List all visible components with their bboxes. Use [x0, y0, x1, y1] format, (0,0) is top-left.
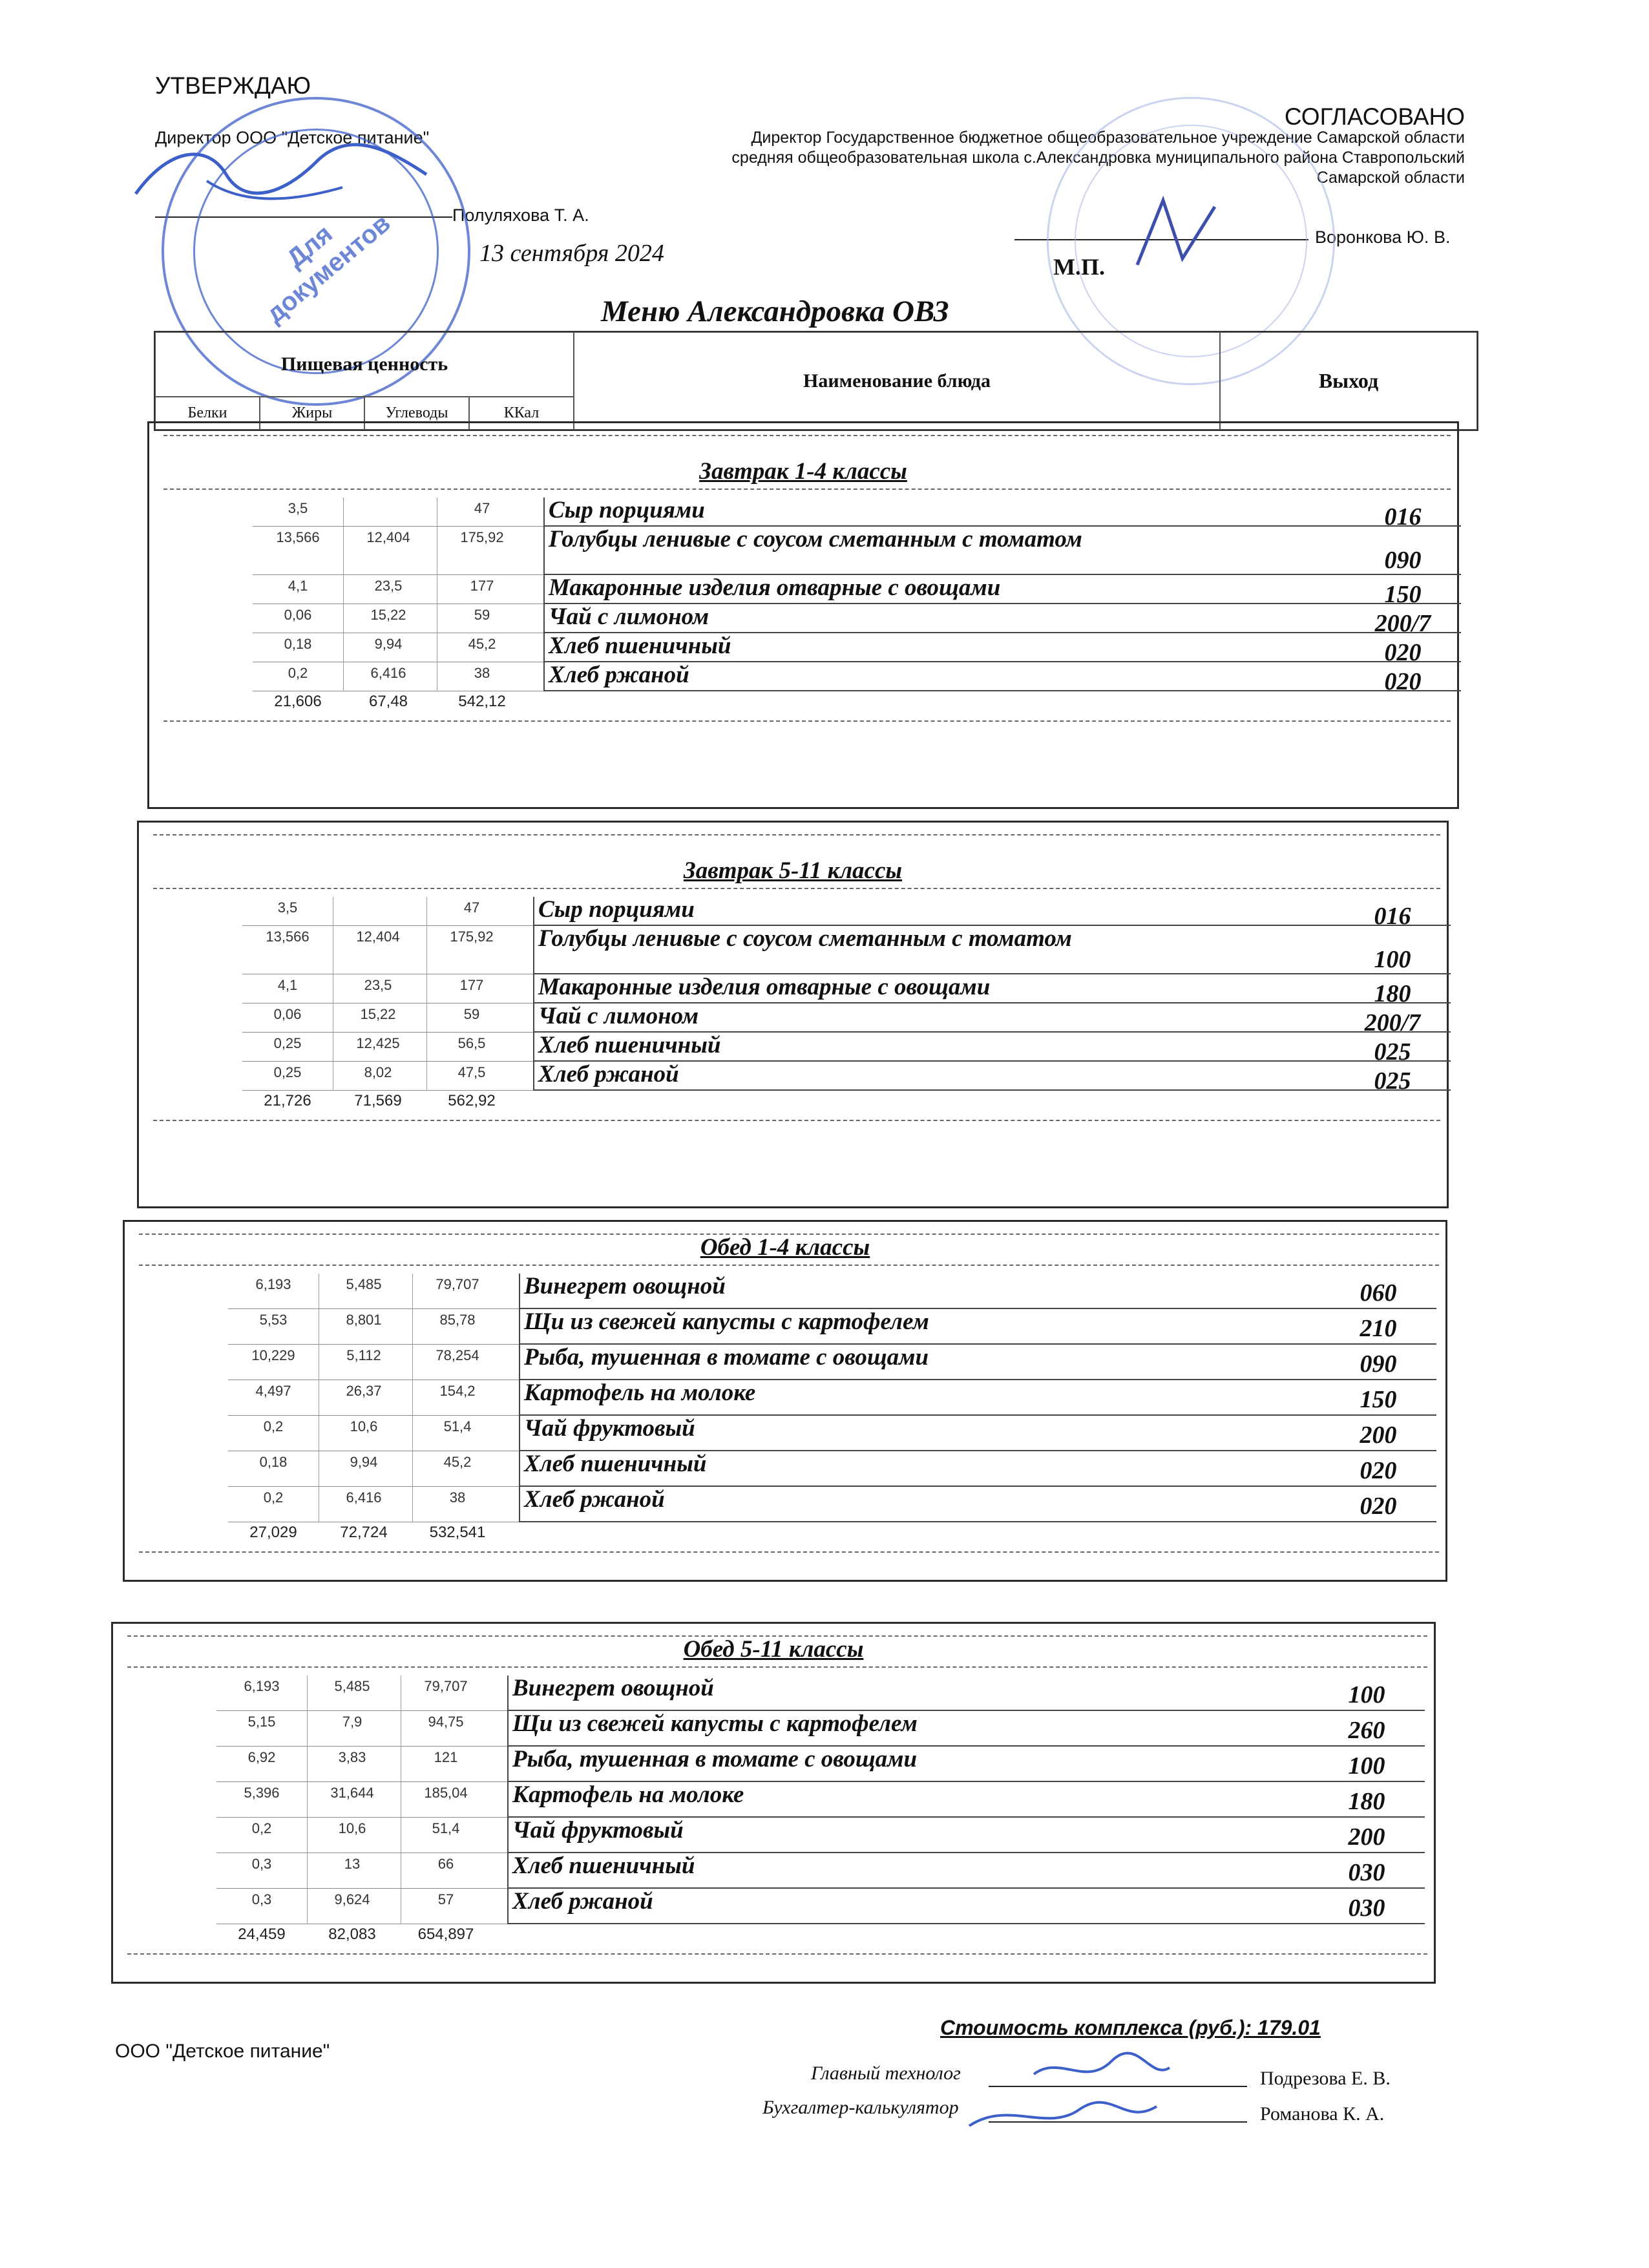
menu-row: [149, 527, 1457, 575]
protein-value: 6,193: [255, 1276, 291, 1292]
fat-value: 10,6: [338, 1820, 366, 1836]
protein-value: 0,2: [263, 1489, 284, 1506]
section-bottom-rule: [163, 720, 1451, 722]
kcal-header: ККал: [469, 397, 574, 430]
fat-value: 10,6: [350, 1418, 378, 1434]
dish-name: Макаронные изделия отварные с овощами: [533, 974, 1334, 1003]
menu-row: [113, 1818, 1434, 1853]
footer-signatures: [956, 2048, 1189, 2152]
dish-name: Рыба, тушенная в томате с овощами: [519, 1345, 1320, 1380]
cell-divider: [412, 1345, 413, 1380]
cell-divider: [307, 1818, 308, 1853]
section-title: Обед 1-4 классы: [700, 1234, 870, 1261]
dish-output: 180: [1308, 1787, 1425, 1818]
kcal-value: 175,92: [450, 929, 494, 945]
protein-value: 0,06: [284, 607, 312, 623]
kcal-value: 45,2: [468, 636, 496, 652]
total-protein: 24,459: [238, 1926, 286, 1943]
kcal-value: 94,75: [428, 1714, 464, 1730]
dish-name: Картофель на молоке: [519, 1380, 1320, 1416]
accountant-name: Романова К. А.: [1260, 2103, 1385, 2125]
section-title-rule: [139, 1265, 1439, 1266]
cell-divider: [343, 662, 344, 691]
dish-name: Хлеб ржаной: [519, 1487, 1320, 1522]
dish-name: Винегрет овощной: [507, 1675, 1308, 1711]
protein-value: 0,18: [284, 636, 312, 652]
dish-output: 020: [1320, 1456, 1436, 1487]
protein-value: 5,396: [244, 1785, 280, 1801]
fat-value: 9,624: [334, 1891, 370, 1907]
dish-name: Макаронные изделия отварные с овощами: [543, 575, 1345, 604]
protein-value: 0,25: [273, 1035, 302, 1051]
stamp-text: Для документов: [260, 209, 396, 329]
menu-title: Меню Александровка ОВЗ: [601, 295, 949, 328]
kcal-value: 85,78: [439, 1312, 476, 1328]
menu-row: [149, 662, 1457, 695]
section-title-rule: [153, 888, 1440, 889]
total-protein: 27,029: [249, 1524, 297, 1541]
menu-row: [125, 1416, 1445, 1451]
kcal-value: 185,04: [424, 1785, 468, 1801]
dish-name: Чай с лимоном: [533, 1003, 1334, 1033]
total-fat: 67,48: [368, 693, 408, 710]
protein-value: 0,2: [251, 1820, 272, 1836]
fat-value: 26,37: [346, 1383, 382, 1399]
cell-divider: [412, 1309, 413, 1345]
menu-row: [113, 1889, 1434, 1924]
dish-name: Сыр порциями: [543, 498, 1345, 527]
menu-row: [113, 1853, 1434, 1889]
cell-divider: [307, 1747, 308, 1782]
menu-row: [149, 574, 1457, 608]
cell-divider: [426, 1033, 427, 1062]
dish-name: Хлеб пшеничный: [543, 633, 1345, 662]
total-kcal: 542,12: [458, 693, 506, 710]
dish-name: Картофель на молоке: [507, 1782, 1308, 1818]
protein-value: 4,497: [255, 1383, 291, 1399]
dish-output: 016: [1345, 503, 1461, 527]
fat-value: 8,801: [346, 1312, 382, 1328]
cell-divider: [343, 575, 344, 604]
protein-value: 0,3: [251, 1891, 272, 1907]
cell-divider: [412, 1274, 413, 1309]
dish-output: 200: [1320, 1421, 1436, 1451]
dish-output: 150: [1345, 580, 1461, 604]
protein-value: 0,25: [273, 1064, 302, 1080]
protein-value: 13,566: [266, 929, 310, 945]
dish-output: 210: [1320, 1314, 1436, 1345]
menu-row: [125, 1274, 1445, 1309]
kcal-value: 79,707: [424, 1678, 468, 1694]
kcal-value: 51,4: [443, 1418, 472, 1434]
protein-value: 0,2: [263, 1418, 284, 1434]
menu-row: [125, 1345, 1445, 1380]
dish-output: 030: [1308, 1858, 1425, 1889]
dish-output: 090: [1345, 546, 1461, 575]
menu-row: [125, 1451, 1445, 1487]
menu-row: [149, 604, 1457, 637]
menu-row: [125, 1309, 1445, 1345]
fat-value: 5,485: [334, 1678, 370, 1694]
dish-name: Голубцы ленивые с соусом сметанным с томатом: [543, 527, 1345, 575]
cell-divider: [426, 897, 427, 926]
menu-row: [149, 497, 1457, 530]
company-name: ООО "Детское питание": [115, 2041, 330, 2062]
protein-value: 0,18: [259, 1454, 288, 1470]
total-protein: 21,726: [264, 1092, 311, 1109]
cell-divider: [307, 1782, 308, 1818]
protein-value: 3,5: [277, 899, 298, 916]
dish-output: 200/7: [1345, 609, 1461, 633]
fat-value: 9,94: [350, 1454, 378, 1470]
kcal-value: 177: [470, 578, 494, 594]
menu-section: [147, 421, 1459, 809]
section-dashed-rule: [163, 435, 1451, 436]
cell-divider: [426, 1003, 427, 1033]
dish-name: Хлеб пшеничный: [507, 1853, 1308, 1889]
kcal-value: 121: [434, 1749, 458, 1765]
fat-value: 15,22: [370, 607, 406, 623]
dish-name: Чай фруктовый: [507, 1818, 1308, 1853]
menu-row: [149, 633, 1457, 666]
dish-output: 260: [1308, 1716, 1425, 1747]
output-header: Выход: [1220, 332, 1477, 430]
fat-value: 5,112: [346, 1347, 381, 1363]
fat-value: 3,83: [338, 1749, 366, 1765]
technologist-role: Главный технолог: [811, 2063, 961, 2084]
dish-output: 100: [1334, 945, 1451, 974]
dish-name: Рыба, тушенная в томате с овощами: [507, 1747, 1308, 1782]
column-header: [154, 331, 1478, 431]
total-fat: 82,083: [328, 1926, 376, 1943]
protein-header: Белки: [155, 397, 260, 430]
section-dashed-rule: [153, 834, 1440, 835]
approve-label: УТВЕРЖДАЮ: [155, 72, 311, 99]
kcal-value: 47: [474, 500, 490, 516]
dish-name: Хлеб пшеничный: [519, 1451, 1320, 1487]
dish-output: 020: [1345, 638, 1461, 662]
dish-name: Хлеб пшеничный: [533, 1033, 1334, 1062]
kcal-value: 38: [474, 665, 490, 681]
fat-value: 31,644: [330, 1785, 374, 1801]
kcal-value: 79,707: [436, 1276, 479, 1292]
fat-value: 5,485: [346, 1276, 382, 1292]
cell-divider: [412, 1487, 413, 1522]
kcal-value: 47,5: [457, 1064, 486, 1080]
menu-row: [125, 1487, 1445, 1522]
cell-divider: [307, 1675, 308, 1711]
fat-value: 23,5: [374, 578, 403, 594]
total-fat: 72,724: [340, 1524, 388, 1541]
dish-output: 020: [1345, 667, 1461, 691]
menu-row: [125, 1380, 1445, 1416]
total-kcal: 654,897: [417, 1926, 474, 1943]
dish-name: Сыр порциями: [533, 897, 1334, 926]
kcal-value: 38: [449, 1489, 466, 1506]
dish-name: Винегрет овощной: [519, 1274, 1320, 1309]
fat-value: 12,404: [356, 929, 400, 945]
dish-output: 200/7: [1334, 1009, 1451, 1033]
kcal-value: 154,2: [439, 1383, 476, 1399]
protein-value: 13,566: [276, 529, 320, 545]
menu-row: [139, 974, 1447, 1007]
total-protein: 21,606: [274, 693, 322, 710]
accountant-role: Бухгалтер-калькулятор: [762, 2097, 959, 2118]
cell-divider: [307, 1711, 308, 1747]
menu-row: [139, 1003, 1447, 1036]
cost-line: Стоимость комплекса (руб.): 179.01: [940, 2016, 1321, 2039]
cell-divider: [412, 1380, 413, 1416]
dish-header: Наименование блюда: [574, 332, 1220, 430]
menu-row: [139, 896, 1447, 930]
fat-value: 13: [344, 1856, 361, 1872]
cell-divider: [412, 1451, 413, 1487]
fat-value: 9,94: [374, 636, 403, 652]
fat-value: 23,5: [364, 977, 392, 993]
technologist-name: Подрезова Е. В.: [1260, 2068, 1391, 2089]
menu-section: [123, 1220, 1447, 1582]
section-title: Завтрак 1-4 классы: [699, 458, 907, 485]
dish-name: Щи из свежей капусты с картофелем: [507, 1711, 1308, 1747]
approval-date: 13 сентября 2024: [479, 240, 664, 267]
dish-name: Хлеб ржаной: [533, 1062, 1334, 1091]
section-bottom-rule: [139, 1551, 1439, 1553]
dish-name: Хлеб ржаной: [507, 1889, 1308, 1924]
fat-value: 12,404: [366, 529, 410, 545]
kcal-value: 175,92: [460, 529, 504, 545]
cell-divider: [343, 498, 344, 527]
cell-divider: [343, 604, 344, 633]
kcal-value: 59: [463, 1006, 480, 1022]
menu-row: [139, 926, 1447, 974]
agreer-name: Воронкова Ю. В.: [1315, 227, 1451, 247]
protein-value: 6,193: [244, 1678, 280, 1694]
fat-value: 8,02: [364, 1064, 392, 1080]
cell-divider: [426, 974, 427, 1003]
cell-divider: [307, 1889, 308, 1924]
fat-value: 6,416: [346, 1489, 382, 1506]
menu-section: [111, 1622, 1436, 1984]
dish-output: 020: [1320, 1492, 1436, 1522]
total-kcal: 562,92: [448, 1092, 496, 1109]
protein-value: 0,3: [251, 1856, 272, 1872]
cell-divider: [412, 1416, 413, 1451]
approver-title: Директор ООО "Детское питание": [155, 128, 430, 147]
cell-divider: [426, 926, 427, 974]
menu-row: [113, 1711, 1434, 1747]
kcal-value: 66: [437, 1856, 454, 1872]
fat-value: 12,425: [356, 1035, 400, 1051]
protein-value: 5,15: [247, 1714, 276, 1730]
kcal-value: 59: [474, 607, 490, 623]
fat-value: 15,22: [360, 1006, 396, 1022]
dish-output: 100: [1308, 1681, 1425, 1711]
dish-output: 016: [1334, 902, 1451, 926]
carbs-header: Углеводы: [364, 397, 469, 430]
dish-name: Чай фруктовый: [519, 1416, 1320, 1451]
agree-label: СОГЛАСОВАНО: [1284, 103, 1465, 130]
dish-name: Чай с лимоном: [543, 604, 1345, 633]
kcal-value: 45,2: [443, 1454, 472, 1470]
cell-divider: [343, 527, 344, 575]
kcal-value: 57: [437, 1891, 454, 1907]
kcal-value: 51,4: [432, 1820, 460, 1836]
section-title-rule: [163, 488, 1451, 490]
section-bottom-rule: [153, 1120, 1440, 1121]
protein-value: 5,53: [259, 1312, 288, 1328]
protein-value: 4,1: [277, 977, 298, 993]
dish-name: Хлеб ржаной: [543, 662, 1345, 691]
menu-row: [113, 1675, 1434, 1711]
menu-row: [139, 1032, 1447, 1066]
menu-row: [113, 1782, 1434, 1818]
nutrition-header: Пищевая ценность: [155, 332, 574, 397]
fat-value: 6,416: [370, 665, 406, 681]
menu-row: [113, 1747, 1434, 1782]
kcal-value: 47: [463, 899, 480, 916]
agreer-title: Директор Государственное бюджетное общеобразовательное учреждение Самарской области средняя общеобразовательная школа с.Александровка муниципального района Ставропольский Самарской области: [731, 129, 1465, 187]
stamp-place-label: М.П.: [1053, 254, 1105, 280]
protein-value: 10,229: [251, 1347, 295, 1363]
kcal-value: 56,5: [457, 1035, 486, 1051]
section-title: Обед 5-11 классы: [683, 1636, 864, 1663]
dish-output: 025: [1334, 1038, 1451, 1062]
cell-divider: [307, 1853, 308, 1889]
fat-header: Жиры: [260, 397, 364, 430]
fat-value: 7,9: [342, 1714, 362, 1730]
kcal-value: 177: [459, 977, 484, 993]
kcal-value: 78,254: [436, 1347, 479, 1363]
total-kcal: 532,541: [429, 1524, 486, 1541]
dish-output: 180: [1334, 980, 1451, 1003]
dish-output: 060: [1320, 1279, 1436, 1309]
protein-value: 4,1: [288, 578, 308, 594]
right-signature: [1124, 187, 1228, 278]
cell-divider: [426, 1062, 427, 1091]
protein-value: 0,2: [288, 665, 308, 681]
approver-name: Полуляхова Т. А.: [452, 205, 589, 225]
section-title: Завтрак 5-11 классы: [683, 857, 903, 884]
protein-value: 3,5: [288, 500, 308, 516]
dish-output: 150: [1320, 1385, 1436, 1416]
left-signature: [129, 136, 465, 220]
menu-section: [137, 821, 1449, 1208]
section-bottom-rule: [127, 1953, 1427, 1955]
dish-output: 030: [1308, 1894, 1425, 1924]
section-title-rule: [127, 1666, 1427, 1668]
dish-output: 090: [1320, 1350, 1436, 1380]
protein-value: 6,92: [247, 1749, 276, 1765]
dish-output: 025: [1334, 1067, 1451, 1091]
dish-output: 100: [1308, 1752, 1425, 1782]
total-fat: 71,569: [354, 1092, 402, 1109]
cell-divider: [343, 633, 344, 662]
dish-name: Голубцы ленивые с соусом сметанным с томатом: [533, 926, 1334, 974]
dish-output: 200: [1308, 1823, 1425, 1853]
dish-name: Щи из свежей капусты с картофелем: [519, 1309, 1320, 1345]
menu-row: [139, 1061, 1447, 1095]
protein-value: 0,06: [273, 1006, 302, 1022]
